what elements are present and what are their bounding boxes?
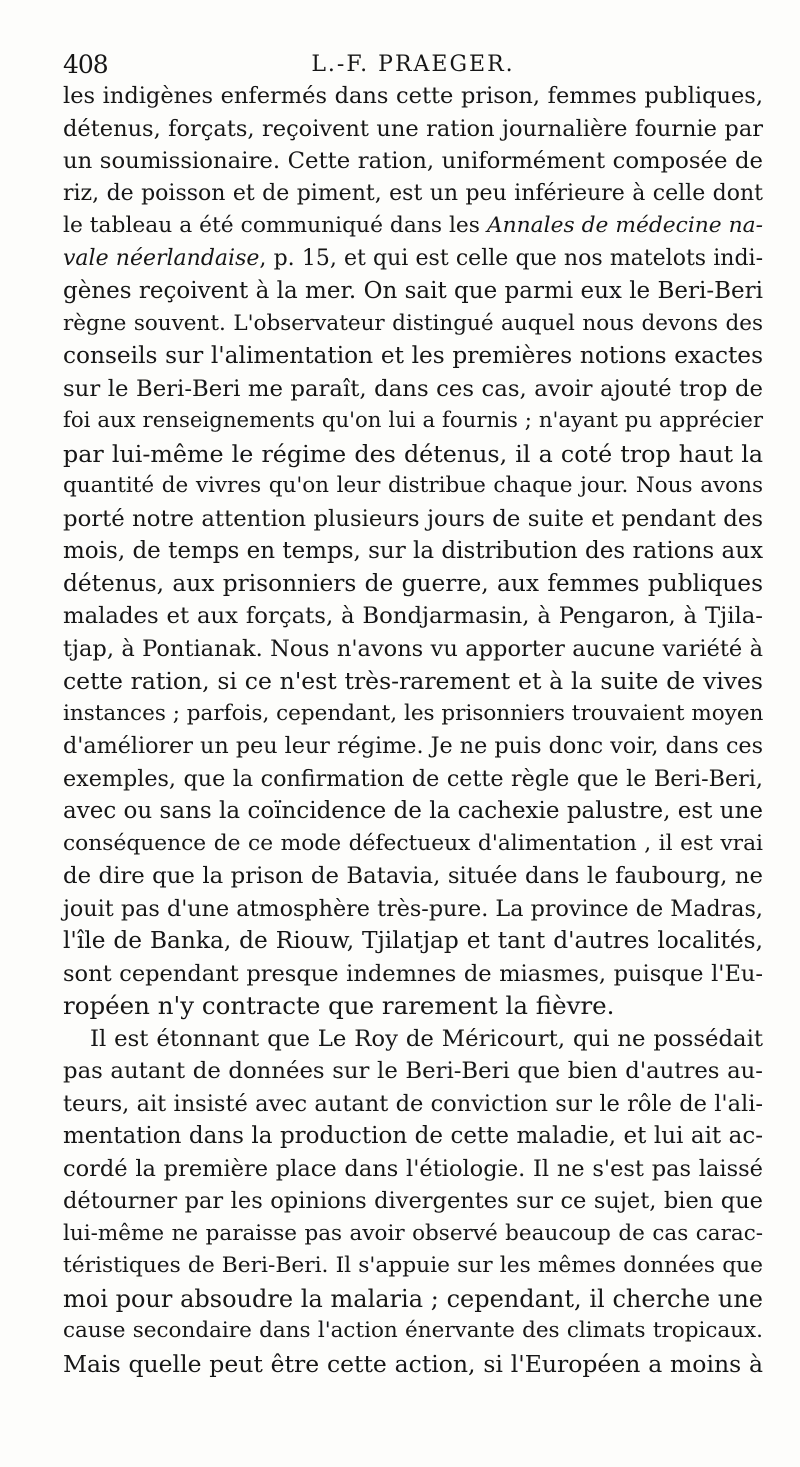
page-number: 408 [63,50,108,79]
text-line: cordé la première place dans l'étiologie. Il ne s'est pas laissé [63,1155,763,1182]
text-line [63,210,763,243]
text-line: quantité de vivres qu'on leur distribue chaque jour. Nous avons [63,473,763,498]
text-line: gènes reçoivent à la mer. On sait que parmi eux le Beri-Beri [63,278,763,304]
text-line: les indigènes enfermés dans cette prison, femmes publiques, [63,83,763,109]
text-line: mentation dans la production de cette maladie, et lui ait ac- [63,1123,763,1149]
text-line: d'améliorer un peu leur régime. Je ne puis donc voir, dans ces [63,733,763,759]
journal-title-italic: Annales de médecine na- [486,213,763,238]
text-line: tjap, à Pontianak. Nous n'avons vu apporter aucune variété à [63,635,763,662]
text-line: par lui-même le régime des détenus, il a coté trop haut la [63,439,763,468]
text-line: téristiques de Beri-Beri. Il s'appuie sur les mêmes données que [63,1253,763,1278]
page-header [63,50,763,84]
text-line: détourner par les opinions divergentes sur ce sujet, bien que [63,1188,763,1214]
body-text [63,80,763,1380]
text-line: sont cependant presque indemnes de miasmes, puisque l'Eu- [63,960,763,987]
text-line: règne souvent. L'observateur distingué auquel nous devons des [63,310,763,336]
text-line: Mais quelle peut être cette action, si l'Européen a moins à [63,1349,763,1378]
text-line: ropéen n'y contracte que rarement la fièvre. [63,991,615,1020]
text-line: riz, de poisson et de piment, est un peu inférieure à celle dont [63,180,763,206]
text-line: pas autant de données sur le Beri-Beri que bien d'autres au- [63,1058,763,1084]
text-line: mois, de temps en temps, sur la distribution des rations aux [63,538,764,564]
text-line: avec ou sans la coïncidence de la cachexie palustre, est une [63,798,763,824]
text-line: détenus, forçats, reçoivent une ration journalière fournie par [63,115,763,142]
text-run: le tableau a été communiqué dans les [63,213,487,238]
text-line: moi pour absoudre la malaria ; cependant, il cherche une [63,1284,763,1313]
text-line: foi aux renseignements qu'on lui a fournis ; n'ayant pu apprécier [63,408,763,433]
text-line: cette ration, si ce n'est très-rarement et à la suite de vives [63,667,763,695]
journal-title-italic: vale néerlandaise [63,245,260,271]
text-line: instances ; parfois, cependant, les prisonniers trouvaient moyen [63,700,764,726]
text-line: sur le Beri-Beri me paraît, dans ces cas, avoir ajouté trop de [63,375,763,402]
text-line: l'île de Banka, de Riouw, Tjilatjap et tant d'autres localités, [63,927,763,954]
text-line: lui-même ne paraisse pas avoir observé beaucoup de cas carac- [63,1220,763,1246]
text-line: teurs, ait insisté avec autant de conviction sur le rôle de l'ali- [63,1090,763,1117]
running-head: L.-F. PRAEGER. [311,52,515,77]
text-line: exemples, que la confirmation de cette règle que le Beri-Beri, [63,765,763,792]
text-line: détenus, aux prisonniers de guerre, aux femmes publiques [63,569,763,597]
text-line: porté notre attention plusieurs jours de suite et pendant des [63,505,763,532]
text-line: cause secondaire dans l'action énervante des climats tropicaux. [63,1318,763,1343]
text-line [63,243,763,276]
text-line: jouit pas d'une atmosphère très-pure. La province de Madras, [63,895,763,922]
text-line: conséquence de ce mode défectueux d'alimentation , il est vrai [63,830,763,856]
text-line: Il est étonnant que Le Roy de Méricourt, qui ne possédait [90,1025,763,1052]
text-line: malades et aux forçats, à Bondjarmasin, à Pengaron, à Tjila- [63,603,763,629]
text-line: conseils sur l'alimentation et les premières notions exactes [63,342,763,369]
text-line: un soumissionaire. Cette ration, uniformément composée de [63,148,763,174]
text-line: de dire que la prison de Batavia, située dans le faubourg, ne [63,863,763,889]
text-run: , p. 15, et qui est celle que nos matelots indi- [259,245,764,271]
